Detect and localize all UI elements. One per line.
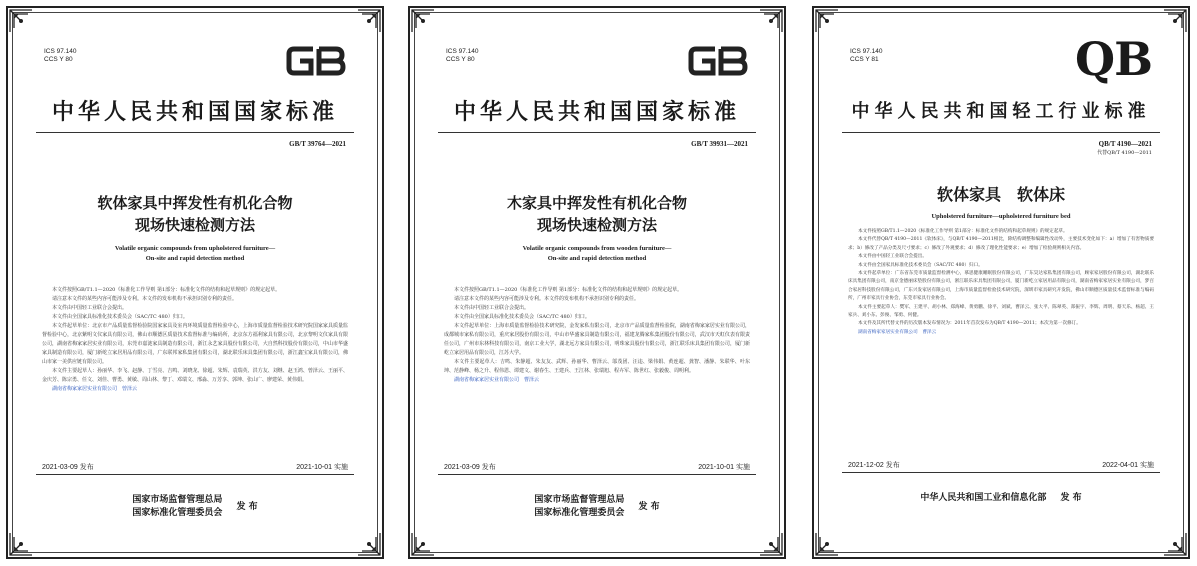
issue-date: 2021-03-09 发布 bbox=[444, 464, 496, 471]
corner-ornament-icon bbox=[8, 8, 34, 34]
gb-logo-icon bbox=[688, 44, 748, 78]
highlighted-person: 曾泽云 bbox=[122, 386, 138, 392]
date-divider bbox=[842, 472, 1160, 473]
document-title: 木家具中挥发性有机化合物 现场快速检测方法 bbox=[506, 194, 687, 234]
standard-number: GB/T 39764—2021 bbox=[289, 140, 346, 148]
highlighted-company: 湖南省梅家家居实业有限公司 bbox=[858, 329, 918, 335]
standard-category-title: 中华人民共和国国家标准 bbox=[453, 99, 740, 125]
date-divider bbox=[36, 474, 354, 475]
document-title-english: Volatile organic compounds from upholstered furniture— On-site and rapid detection method bbox=[114, 245, 276, 262]
corner-ornament-icon bbox=[814, 531, 840, 557]
standard-number: QB/T 4190—2021 bbox=[1098, 140, 1152, 148]
corner-ornament-icon bbox=[8, 531, 34, 557]
title-divider bbox=[36, 132, 354, 133]
corner-ornament-icon bbox=[410, 531, 436, 557]
standard-document-3 bbox=[812, 6, 1190, 559]
document-title-english: Volatile organic compounds from wooden furniture— On-site and rapid detection method bbox=[522, 245, 672, 262]
ics-code: ICS 97.140 CCS Y 80 bbox=[44, 48, 77, 63]
highlighted-company: 湖南省梅家家居实业有限公司 bbox=[454, 377, 520, 383]
standard-document-1 bbox=[6, 6, 384, 559]
issuing-authority: 国家市场监督管理总局 国家标准化管理委员会 发 布 bbox=[534, 495, 660, 518]
foreword-text: 本文件按照GB/T1.1—2020《标准化工作导则 第1部分：标准化文件的结构和起草规则》的规定起草。 本文件代替QB/T 4190—2011《软体床》，与QB/T 4190—2011相比，除结构调整和编辑性改动外，主要技术变化如下：a）增加了有害物质要求；b）修改了产品分类及尺寸要求；c）修改了外观要求；d）修改了理化性能要求；e）增加了检验规则相关内容。 本文件由中国轻工业联合会提出。 本文件由全国家具标准化技术委员会（SAC/TC 480）归口。 本文件起草单位：广东省东莞市质量监督检测中心，慕思健康睡眠股份有限公司，广东昊达家私集团有限公司，顾家家居股份有限公司，湖北联乐床具集团有限公司，南京金德丽床垫股份有限公司，浙江联乐床具集团有限公司，厦门新屹立家居用品有限公司，湖南省梅家家居实业有限公司，梦百合家居科技股份有限公司，广东兴发家居有限公司，上海市质量监督检验技术研究院，深圳市家具研究开发院，佛山市顺德区质量技术监督标准与编码所，广州市家具行业协会，东莞市家具行业协会。 本文件主要起草人：樊军、王建平、胡小林、郑海峰、黄勇鹏、徐平、刘斌、曹泽云、张大平、陈翠英、郑振宇、李辉、周明、蔡天乐、杨超、王家兵、刘小东、彭俊、邹勇、何健。 本文件及其所代替文件的历次版本发布情况为：2011年首次发布为QB/T 4190—2011；本次为第一次修订。 湖南省梅家家居实业有限公司 曹泽云 bbox=[848, 229, 1154, 335]
implementation-date: 2021-10-01 实施 bbox=[698, 464, 750, 471]
foreword-text: 本文件按照GB/T1.1—2020《标准化工作导则 第1部分：标准化文件的结构和起草规则》的规定起草。 请注意本文件的某些内容可能涉及专利。本文件的发布机构不承担识别专利的责任。 本文件由中国轻工业联合会提出。 本文件由全国家具标准化技术委员会（SAC/TC 480）归口。 本文件起草单位：北京市产品质量监督检验院国家家具及室内环境质量监督检验中心，上海市质量监督检验技术研究院国家家具质量监督检验中心，北京紫明文仪家具有限公司，佛山市顺德区质量技术监督标准与编码所，北京东方福利家具有限公司，北京黎明文仪家具有限公司，湖南省梅家家居实业有限公司，东莞市嘉涟家具制造有限公司，浙江永艺家具股份有限公司，大自然科技股份有限公司，中山市华盛家具制造有限公司，厦门新屹立家居用品有限公司，广东联邦家私集团有限公司，湖北联乐床具集团有限公司，浙江鑫宝家具有限公司，佛山市家一美供应链有限公司。 本文件主要起草人：孙丽华、李飞、赵静、丁雪亮、吉鸣、刘晓龙、徐超、朱辉、袁瑞英、洪方友、刘继、赵玉鸿、曾泽云、王丽平、金庆芳、陈宗勇、任文、刘佳、曹勇、黄敏、周山林、黎丁、邓瑞文、邢淼、万芳享、郭坤、张山广、廖建荣、黄伟娟。 湖南省梅家家居实业有限公司 曾泽云 bbox=[42, 287, 348, 392]
standard-document-2 bbox=[408, 6, 786, 559]
qb-logo: QB bbox=[1075, 32, 1152, 86]
replaced-standard: 代替QB/T 4190—2011 bbox=[1097, 150, 1152, 156]
corner-ornament-icon bbox=[758, 8, 784, 34]
document-title: 软体家具中挥发性有机化合物 现场快速检测方法 bbox=[97, 194, 293, 234]
title-divider bbox=[842, 132, 1160, 133]
ics-code: ICS 97.140 CCS Y 80 bbox=[446, 48, 479, 63]
gb-logo-icon bbox=[286, 44, 346, 78]
title-divider bbox=[438, 132, 756, 133]
implementation-date: 2022-04-01 实施 bbox=[1102, 462, 1154, 469]
ics-code: ICS 97.140 CCS Y 81 bbox=[850, 48, 883, 63]
document-title: 软体家具 软体床 bbox=[936, 185, 1065, 204]
corner-ornament-icon bbox=[356, 531, 382, 557]
corner-ornament-icon bbox=[356, 8, 382, 34]
standard-category-title: 中华人民共和国国家标准 bbox=[51, 99, 338, 125]
issue-date: 2021-03-09 发布 bbox=[42, 464, 94, 471]
corner-ornament-icon bbox=[1162, 8, 1188, 34]
implementation-date: 2021-10-01 实施 bbox=[296, 464, 348, 471]
corner-ornament-icon bbox=[758, 531, 784, 557]
corner-ornament-icon bbox=[814, 8, 840, 34]
corner-ornament-icon bbox=[1162, 531, 1188, 557]
issuing-authority: 中华人民共和国工业和信息化部 发 布 bbox=[920, 493, 1082, 503]
corner-ornament-icon bbox=[410, 8, 436, 34]
issuing-authority: 国家市场监督管理总局 国家标准化管理委员会 发 布 bbox=[132, 495, 258, 518]
date-divider bbox=[438, 474, 756, 475]
issue-date: 2021-12-02 发布 bbox=[848, 462, 900, 469]
standard-number: GB/T 39931—2021 bbox=[691, 140, 748, 148]
foreword-text: 本文件按照GB/T1.1—2020《标准化工作导则 第1部分：标准化文件的结构和起草规则》的规定起草。 请注意本文件的某些内容可能涉及专利。本文件的发布机构不承担识别专利的责任。 本文件由中国轻工业联合会提出。 本文件由全国家具标准化技术委员会（SAC/TC 480）归口。 本文件起草单位：上海市质量监督检验技术研究院，金发家私有限公司，北京市产品质量监督检验院，湖南省梅家家居实业有限公司，成都城市家私有限公司，重庆家居股份有限公司，中山市华盛家具制造有限公司，福建龙腾家私集团股份有限公司，武汉市天虹仪表有限责任公司，广州市东林科技有限公司，南京工业大学，湖北远方家具有限公司，明珠家具股份有限公司，浙江联乐床具集团有限公司，厦门新屹立家居用品有限公司，江苏大学。 本文件主要起草人：吉鸣、朱静超、朱友友、武辉、孙丽华、曹泽云、邬茂团、汪违、梁伟娟、黄连超、龚智、潘静、朱联华、叶东坤、范静峰、杨之升、程伟恩、谭建文、谢春生、王建兵、王江林、张瑞旭、程卉军、陈世红、张毅俊、周明利。 湖南省梅家家居实业有限公司 曹泽云 bbox=[444, 287, 750, 383]
highlighted-person: 曹泽云 bbox=[524, 377, 540, 383]
highlighted-person: 曹泽云 bbox=[922, 329, 937, 335]
highlighted-company: 湖南省梅家家居实业有限公司 bbox=[52, 386, 118, 392]
document-title-english: Upholstered furniture—upholstered furniture bed bbox=[931, 213, 1071, 220]
standard-category-title: 中华人民共和国轻工行业标准 bbox=[851, 101, 1151, 122]
